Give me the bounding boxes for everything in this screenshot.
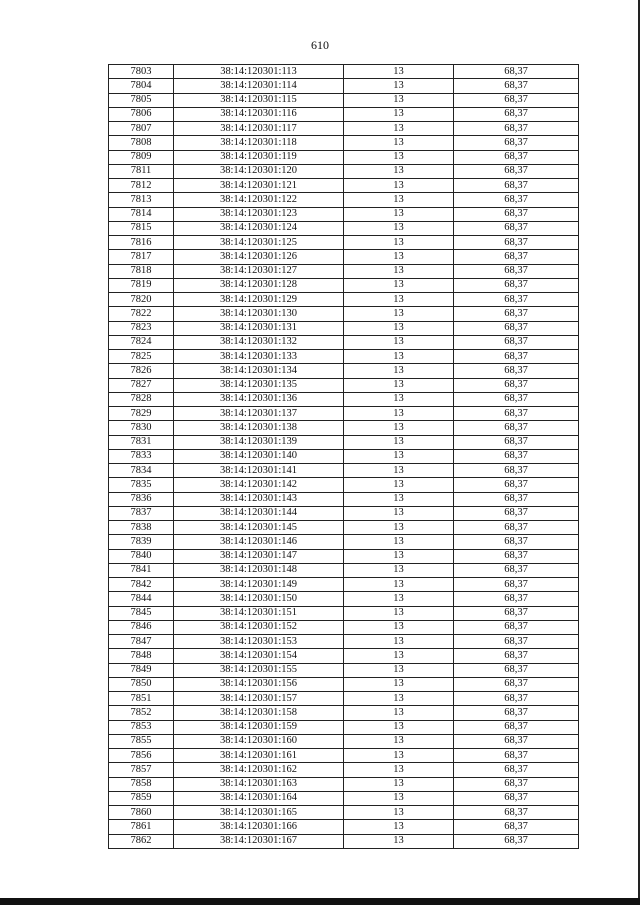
row-number-cell: 7841 bbox=[109, 563, 174, 577]
area-value-cell: 68,37 bbox=[454, 107, 579, 121]
row-number-cell: 7833 bbox=[109, 449, 174, 463]
row-number-cell: 7838 bbox=[109, 521, 174, 535]
cadastral-number-cell: 38:14:120301:124 bbox=[174, 221, 344, 235]
area-value-cell: 68,37 bbox=[454, 350, 579, 364]
area-value-cell: 68,37 bbox=[454, 193, 579, 207]
quantity-cell: 13 bbox=[344, 392, 454, 406]
quantity-cell: 13 bbox=[344, 820, 454, 834]
row-number-cell: 7834 bbox=[109, 464, 174, 478]
quantity-cell: 13 bbox=[344, 378, 454, 392]
quantity-cell: 13 bbox=[344, 321, 454, 335]
area-value-cell: 68,37 bbox=[454, 620, 579, 634]
quantity-cell: 13 bbox=[344, 307, 454, 321]
quantity-cell: 13 bbox=[344, 164, 454, 178]
area-value-cell: 68,37 bbox=[454, 834, 579, 848]
row-number-cell: 7807 bbox=[109, 122, 174, 136]
area-value-cell: 68,37 bbox=[454, 649, 579, 663]
row-number-cell: 7824 bbox=[109, 335, 174, 349]
cadastral-number-cell: 38:14:120301:138 bbox=[174, 421, 344, 435]
row-number-cell: 7847 bbox=[109, 635, 174, 649]
row-number-cell: 7818 bbox=[109, 264, 174, 278]
area-value-cell: 68,37 bbox=[454, 464, 579, 478]
table-row bbox=[109, 107, 579, 121]
row-number-cell: 7852 bbox=[109, 706, 174, 720]
table-row bbox=[109, 777, 579, 791]
row-number-cell: 7851 bbox=[109, 692, 174, 706]
area-value-cell: 68,37 bbox=[454, 635, 579, 649]
quantity-cell: 13 bbox=[344, 449, 454, 463]
cadastral-number-cell: 38:14:120301:123 bbox=[174, 207, 344, 221]
table-body bbox=[109, 65, 579, 849]
table-row bbox=[109, 449, 579, 463]
table-row bbox=[109, 307, 579, 321]
quantity-cell: 13 bbox=[344, 806, 454, 820]
area-value-cell: 68,37 bbox=[454, 820, 579, 834]
row-number-cell: 7839 bbox=[109, 535, 174, 549]
table-row bbox=[109, 278, 579, 292]
quantity-cell: 13 bbox=[344, 278, 454, 292]
table-row bbox=[109, 250, 579, 264]
table-row bbox=[109, 435, 579, 449]
row-number-cell: 7853 bbox=[109, 720, 174, 734]
cadastral-number-cell: 38:14:120301:167 bbox=[174, 834, 344, 848]
quantity-cell: 13 bbox=[344, 492, 454, 506]
quantity-cell: 13 bbox=[344, 150, 454, 164]
area-value-cell: 68,37 bbox=[454, 791, 579, 805]
cadastral-number-cell: 38:14:120301:146 bbox=[174, 535, 344, 549]
quantity-cell: 13 bbox=[344, 763, 454, 777]
table-row bbox=[109, 207, 579, 221]
cadastral-number-cell: 38:14:120301:126 bbox=[174, 250, 344, 264]
quantity-cell: 13 bbox=[344, 179, 454, 193]
area-value-cell: 68,37 bbox=[454, 264, 579, 278]
area-value-cell: 68,37 bbox=[454, 677, 579, 691]
cadastral-number-cell: 38:14:120301:165 bbox=[174, 806, 344, 820]
quantity-cell: 13 bbox=[344, 107, 454, 121]
area-value-cell: 68,37 bbox=[454, 606, 579, 620]
cadastral-number-cell: 38:14:120301:113 bbox=[174, 65, 344, 79]
area-value-cell: 68,37 bbox=[454, 521, 579, 535]
table-row bbox=[109, 364, 579, 378]
area-value-cell: 68,37 bbox=[454, 734, 579, 748]
cadastral-number-cell: 38:14:120301:141 bbox=[174, 464, 344, 478]
table-row bbox=[109, 834, 579, 848]
table-row bbox=[109, 606, 579, 620]
table-row bbox=[109, 692, 579, 706]
table-row bbox=[109, 179, 579, 193]
quantity-cell: 13 bbox=[344, 93, 454, 107]
quantity-cell: 13 bbox=[344, 464, 454, 478]
table-row bbox=[109, 635, 579, 649]
area-value-cell: 68,37 bbox=[454, 335, 579, 349]
table-row bbox=[109, 335, 579, 349]
row-number-cell: 7836 bbox=[109, 492, 174, 506]
row-number-cell: 7850 bbox=[109, 677, 174, 691]
cadastral-number-cell: 38:14:120301:160 bbox=[174, 734, 344, 748]
cadastral-number-cell: 38:14:120301:127 bbox=[174, 264, 344, 278]
cadastral-number-cell: 38:14:120301:119 bbox=[174, 150, 344, 164]
area-value-cell: 68,37 bbox=[454, 592, 579, 606]
area-value-cell: 68,37 bbox=[454, 378, 579, 392]
quantity-cell: 13 bbox=[344, 407, 454, 421]
area-value-cell: 68,37 bbox=[454, 150, 579, 164]
table-row bbox=[109, 549, 579, 563]
area-value-cell: 68,37 bbox=[454, 578, 579, 592]
area-value-cell: 68,37 bbox=[454, 506, 579, 520]
row-number-cell: 7862 bbox=[109, 834, 174, 848]
table-container bbox=[108, 64, 579, 849]
table-row bbox=[109, 236, 579, 250]
row-number-cell: 7823 bbox=[109, 321, 174, 335]
quantity-cell: 13 bbox=[344, 136, 454, 150]
scan-bottom-border bbox=[0, 898, 640, 905]
area-value-cell: 68,37 bbox=[454, 492, 579, 506]
row-number-cell: 7813 bbox=[109, 193, 174, 207]
cadastral-number-cell: 38:14:120301:118 bbox=[174, 136, 344, 150]
table-row bbox=[109, 193, 579, 207]
area-value-cell: 68,37 bbox=[454, 749, 579, 763]
table-row bbox=[109, 677, 579, 691]
quantity-cell: 13 bbox=[344, 606, 454, 620]
row-number-cell: 7860 bbox=[109, 806, 174, 820]
cadastral-number-cell: 38:14:120301:134 bbox=[174, 364, 344, 378]
quantity-cell: 13 bbox=[344, 563, 454, 577]
parcel-table bbox=[108, 64, 579, 849]
row-number-cell: 7814 bbox=[109, 207, 174, 221]
cadastral-number-cell: 38:14:120301:162 bbox=[174, 763, 344, 777]
row-number-cell: 7827 bbox=[109, 378, 174, 392]
cadastral-number-cell: 38:14:120301:143 bbox=[174, 492, 344, 506]
cadastral-number-cell: 38:14:120301:156 bbox=[174, 677, 344, 691]
table-row bbox=[109, 734, 579, 748]
area-value-cell: 68,37 bbox=[454, 763, 579, 777]
quantity-cell: 13 bbox=[344, 692, 454, 706]
area-value-cell: 68,37 bbox=[454, 79, 579, 93]
table-row bbox=[109, 749, 579, 763]
table-row bbox=[109, 521, 579, 535]
quantity-cell: 13 bbox=[344, 620, 454, 634]
table-row bbox=[109, 464, 579, 478]
cadastral-number-cell: 38:14:120301:166 bbox=[174, 820, 344, 834]
quantity-cell: 13 bbox=[344, 749, 454, 763]
row-number-cell: 7828 bbox=[109, 392, 174, 406]
row-number-cell: 7840 bbox=[109, 549, 174, 563]
row-number-cell: 7817 bbox=[109, 250, 174, 264]
area-value-cell: 68,37 bbox=[454, 421, 579, 435]
row-number-cell: 7808 bbox=[109, 136, 174, 150]
table-row bbox=[109, 122, 579, 136]
row-number-cell: 7825 bbox=[109, 350, 174, 364]
cadastral-number-cell: 38:14:120301:117 bbox=[174, 122, 344, 136]
table-row bbox=[109, 506, 579, 520]
cadastral-number-cell: 38:14:120301:130 bbox=[174, 307, 344, 321]
quantity-cell: 13 bbox=[344, 734, 454, 748]
cadastral-number-cell: 38:14:120301:150 bbox=[174, 592, 344, 606]
table-row bbox=[109, 392, 579, 406]
quantity-cell: 13 bbox=[344, 364, 454, 378]
table-row bbox=[109, 791, 579, 805]
cadastral-number-cell: 38:14:120301:125 bbox=[174, 236, 344, 250]
quantity-cell: 13 bbox=[344, 521, 454, 535]
cadastral-number-cell: 38:14:120301:151 bbox=[174, 606, 344, 620]
quantity-cell: 13 bbox=[344, 663, 454, 677]
area-value-cell: 68,37 bbox=[454, 663, 579, 677]
row-number-cell: 7855 bbox=[109, 734, 174, 748]
table-row bbox=[109, 407, 579, 421]
quantity-cell: 13 bbox=[344, 236, 454, 250]
area-value-cell: 68,37 bbox=[454, 179, 579, 193]
area-value-cell: 68,37 bbox=[454, 250, 579, 264]
cadastral-number-cell: 38:14:120301:115 bbox=[174, 93, 344, 107]
table-row bbox=[109, 592, 579, 606]
area-value-cell: 68,37 bbox=[454, 692, 579, 706]
row-number-cell: 7803 bbox=[109, 65, 174, 79]
area-value-cell: 68,37 bbox=[454, 164, 579, 178]
cadastral-number-cell: 38:14:120301:153 bbox=[174, 635, 344, 649]
table-row bbox=[109, 706, 579, 720]
area-value-cell: 68,37 bbox=[454, 563, 579, 577]
area-value-cell: 68,37 bbox=[454, 706, 579, 720]
table-row bbox=[109, 563, 579, 577]
quantity-cell: 13 bbox=[344, 478, 454, 492]
table-row bbox=[109, 321, 579, 335]
cadastral-number-cell: 38:14:120301:116 bbox=[174, 107, 344, 121]
table-row bbox=[109, 421, 579, 435]
table-row bbox=[109, 221, 579, 235]
page-number: 610 bbox=[311, 38, 329, 52]
cadastral-number-cell: 38:14:120301:114 bbox=[174, 79, 344, 93]
cadastral-number-cell: 38:14:120301:154 bbox=[174, 649, 344, 663]
cadastral-number-cell: 38:14:120301:139 bbox=[174, 435, 344, 449]
table-row bbox=[109, 350, 579, 364]
table-row bbox=[109, 478, 579, 492]
cadastral-number-cell: 38:14:120301:152 bbox=[174, 620, 344, 634]
row-number-cell: 7845 bbox=[109, 606, 174, 620]
quantity-cell: 13 bbox=[344, 549, 454, 563]
row-number-cell: 7859 bbox=[109, 791, 174, 805]
area-value-cell: 68,37 bbox=[454, 449, 579, 463]
row-number-cell: 7856 bbox=[109, 749, 174, 763]
area-value-cell: 68,37 bbox=[454, 278, 579, 292]
row-number-cell: 7848 bbox=[109, 649, 174, 663]
area-value-cell: 68,37 bbox=[454, 321, 579, 335]
cadastral-number-cell: 38:14:120301:140 bbox=[174, 449, 344, 463]
quantity-cell: 13 bbox=[344, 193, 454, 207]
quantity-cell: 13 bbox=[344, 506, 454, 520]
quantity-cell: 13 bbox=[344, 250, 454, 264]
area-value-cell: 68,37 bbox=[454, 777, 579, 791]
cadastral-number-cell: 38:14:120301:132 bbox=[174, 335, 344, 349]
table-row bbox=[109, 806, 579, 820]
row-number-cell: 7812 bbox=[109, 179, 174, 193]
cadastral-number-cell: 38:14:120301:135 bbox=[174, 378, 344, 392]
table-row bbox=[109, 649, 579, 663]
row-number-cell: 7861 bbox=[109, 820, 174, 834]
cadastral-number-cell: 38:14:120301:128 bbox=[174, 278, 344, 292]
cadastral-number-cell: 38:14:120301:157 bbox=[174, 692, 344, 706]
quantity-cell: 13 bbox=[344, 335, 454, 349]
quantity-cell: 13 bbox=[344, 122, 454, 136]
table-row bbox=[109, 79, 579, 93]
cadastral-number-cell: 38:14:120301:145 bbox=[174, 521, 344, 535]
row-number-cell: 7858 bbox=[109, 777, 174, 791]
cadastral-number-cell: 38:14:120301:120 bbox=[174, 164, 344, 178]
area-value-cell: 68,37 bbox=[454, 478, 579, 492]
row-number-cell: 7819 bbox=[109, 278, 174, 292]
area-value-cell: 68,37 bbox=[454, 720, 579, 734]
table-row bbox=[109, 93, 579, 107]
area-value-cell: 68,37 bbox=[454, 806, 579, 820]
row-number-cell: 7815 bbox=[109, 221, 174, 235]
table-row bbox=[109, 164, 579, 178]
quantity-cell: 13 bbox=[344, 65, 454, 79]
row-number-cell: 7806 bbox=[109, 107, 174, 121]
table-row bbox=[109, 293, 579, 307]
quantity-cell: 13 bbox=[344, 677, 454, 691]
row-number-cell: 7809 bbox=[109, 150, 174, 164]
cadastral-number-cell: 38:14:120301:148 bbox=[174, 563, 344, 577]
area-value-cell: 68,37 bbox=[454, 392, 579, 406]
table-row bbox=[109, 264, 579, 278]
area-value-cell: 68,37 bbox=[454, 364, 579, 378]
cadastral-number-cell: 38:14:120301:159 bbox=[174, 720, 344, 734]
quantity-cell: 13 bbox=[344, 720, 454, 734]
cadastral-number-cell: 38:14:120301:163 bbox=[174, 777, 344, 791]
quantity-cell: 13 bbox=[344, 207, 454, 221]
quantity-cell: 13 bbox=[344, 350, 454, 364]
quantity-cell: 13 bbox=[344, 293, 454, 307]
table-row bbox=[109, 136, 579, 150]
row-number-cell: 7829 bbox=[109, 407, 174, 421]
quantity-cell: 13 bbox=[344, 791, 454, 805]
area-value-cell: 68,37 bbox=[454, 65, 579, 79]
cadastral-number-cell: 38:14:120301:142 bbox=[174, 478, 344, 492]
quantity-cell: 13 bbox=[344, 221, 454, 235]
area-value-cell: 68,37 bbox=[454, 549, 579, 563]
table-row bbox=[109, 663, 579, 677]
quantity-cell: 13 bbox=[344, 649, 454, 663]
quantity-cell: 13 bbox=[344, 421, 454, 435]
row-number-cell: 7816 bbox=[109, 236, 174, 250]
row-number-cell: 7844 bbox=[109, 592, 174, 606]
area-value-cell: 68,37 bbox=[454, 207, 579, 221]
table-row bbox=[109, 720, 579, 734]
row-number-cell: 7842 bbox=[109, 578, 174, 592]
cadastral-number-cell: 38:14:120301:147 bbox=[174, 549, 344, 563]
table-row bbox=[109, 535, 579, 549]
quantity-cell: 13 bbox=[344, 578, 454, 592]
row-number-cell: 7805 bbox=[109, 93, 174, 107]
quantity-cell: 13 bbox=[344, 435, 454, 449]
area-value-cell: 68,37 bbox=[454, 221, 579, 235]
row-number-cell: 7826 bbox=[109, 364, 174, 378]
cadastral-number-cell: 38:14:120301:158 bbox=[174, 706, 344, 720]
table-row bbox=[109, 150, 579, 164]
area-value-cell: 68,37 bbox=[454, 136, 579, 150]
cadastral-number-cell: 38:14:120301:121 bbox=[174, 179, 344, 193]
area-value-cell: 68,37 bbox=[454, 435, 579, 449]
table-row bbox=[109, 578, 579, 592]
cadastral-number-cell: 38:14:120301:136 bbox=[174, 392, 344, 406]
area-value-cell: 68,37 bbox=[454, 93, 579, 107]
quantity-cell: 13 bbox=[344, 834, 454, 848]
area-value-cell: 68,37 bbox=[454, 236, 579, 250]
cadastral-number-cell: 38:14:120301:161 bbox=[174, 749, 344, 763]
quantity-cell: 13 bbox=[344, 706, 454, 720]
table-row bbox=[109, 492, 579, 506]
quantity-cell: 13 bbox=[344, 777, 454, 791]
area-value-cell: 68,37 bbox=[454, 307, 579, 321]
cadastral-number-cell: 38:14:120301:131 bbox=[174, 321, 344, 335]
quantity-cell: 13 bbox=[344, 264, 454, 278]
quantity-cell: 13 bbox=[344, 535, 454, 549]
cadastral-number-cell: 38:14:120301:129 bbox=[174, 293, 344, 307]
area-value-cell: 68,37 bbox=[454, 122, 579, 136]
area-value-cell: 68,37 bbox=[454, 535, 579, 549]
table-row bbox=[109, 378, 579, 392]
cadastral-number-cell: 38:14:120301:149 bbox=[174, 578, 344, 592]
cadastral-number-cell: 38:14:120301:133 bbox=[174, 350, 344, 364]
cadastral-number-cell: 38:14:120301:164 bbox=[174, 791, 344, 805]
area-value-cell: 68,37 bbox=[454, 407, 579, 421]
row-number-cell: 7837 bbox=[109, 506, 174, 520]
row-number-cell: 7811 bbox=[109, 164, 174, 178]
cadastral-number-cell: 38:14:120301:137 bbox=[174, 407, 344, 421]
row-number-cell: 7849 bbox=[109, 663, 174, 677]
row-number-cell: 7857 bbox=[109, 763, 174, 777]
quantity-cell: 13 bbox=[344, 592, 454, 606]
table-row bbox=[109, 820, 579, 834]
table-row bbox=[109, 65, 579, 79]
quantity-cell: 13 bbox=[344, 635, 454, 649]
row-number-cell: 7835 bbox=[109, 478, 174, 492]
row-number-cell: 7820 bbox=[109, 293, 174, 307]
row-number-cell: 7830 bbox=[109, 421, 174, 435]
table-row bbox=[109, 763, 579, 777]
row-number-cell: 7804 bbox=[109, 79, 174, 93]
table-row bbox=[109, 620, 579, 634]
row-number-cell: 7831 bbox=[109, 435, 174, 449]
row-number-cell: 7846 bbox=[109, 620, 174, 634]
row-number-cell: 7822 bbox=[109, 307, 174, 321]
cadastral-number-cell: 38:14:120301:155 bbox=[174, 663, 344, 677]
quantity-cell: 13 bbox=[344, 79, 454, 93]
area-value-cell: 68,37 bbox=[454, 293, 579, 307]
cadastral-number-cell: 38:14:120301:144 bbox=[174, 506, 344, 520]
cadastral-number-cell: 38:14:120301:122 bbox=[174, 193, 344, 207]
